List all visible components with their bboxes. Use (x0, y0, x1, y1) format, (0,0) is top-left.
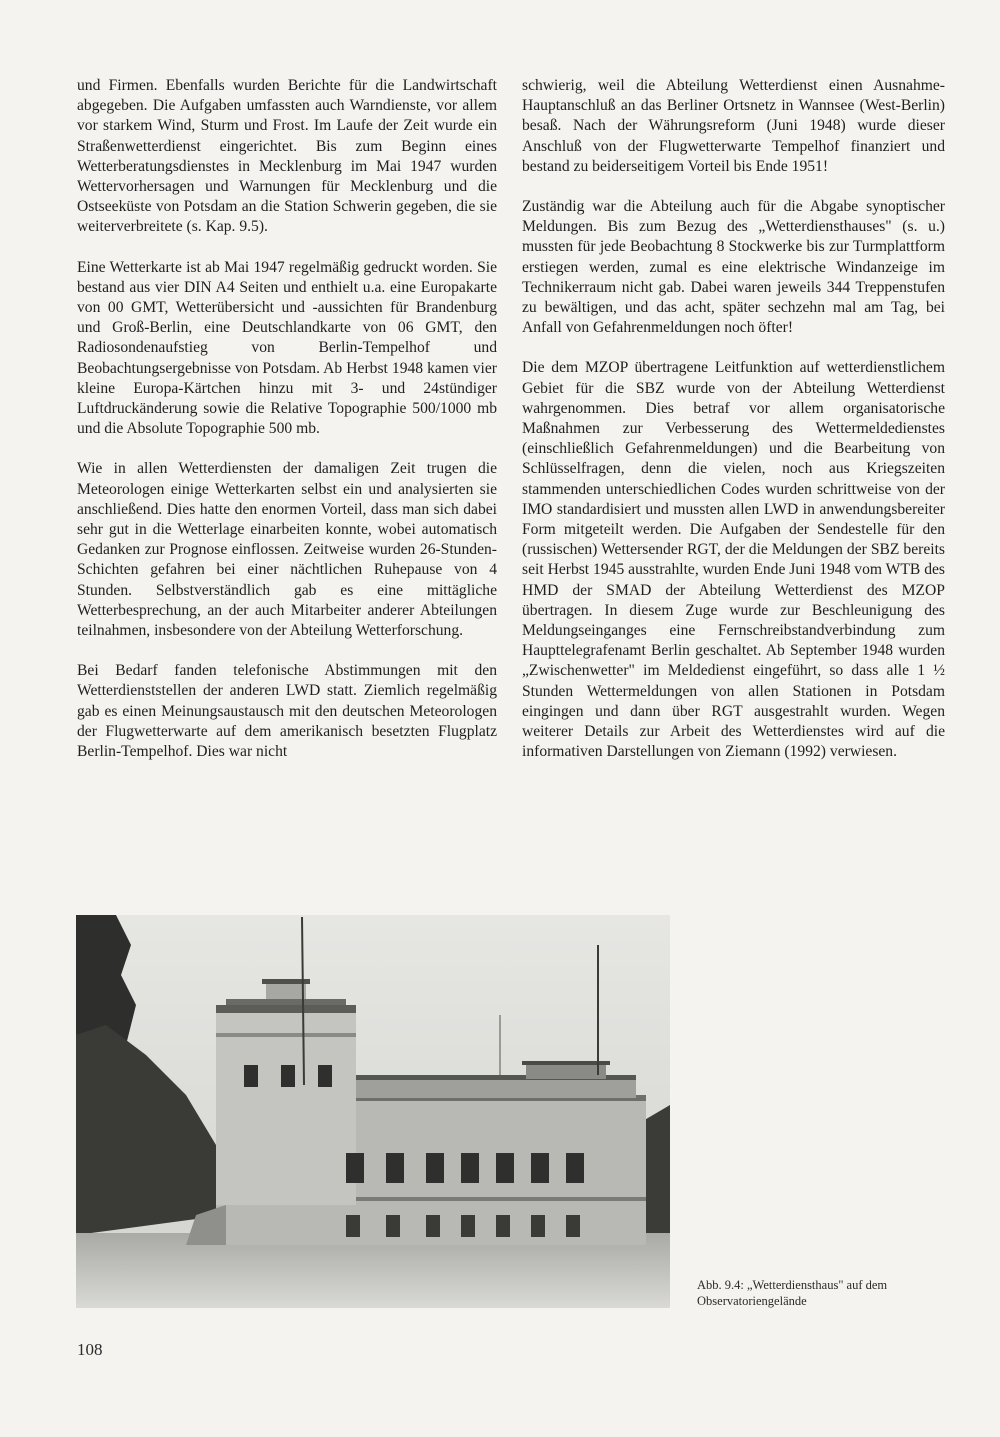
paragraph: Bei Bedarf fanden telefonische Abstimmungen mit den Wetterdienststellen der anderen LWD statt. Ziemlich regelmäßig gab es einen Meinungsaustausch mit den deutschen Meteorologen der Flugwetterwarte auf dem amerikanisch besetzten Flugplatz Berlin-Tempelhof. Dies war nicht (77, 662, 497, 761)
paragraph: und Firmen. Ebenfalls wurden Berichte für die Landwirtschaft abgegeben. Die Aufgaben umfassten auch Warndienste, vor allem vor starkem Wind, Sturm und Frost. Im Laufe der Zeit wurde ein Straßenwetterdienst eingerichtet. Bis zum Beginn eines Wetterberatungsdienstes in Mecklenburg im Mai 1947 wurden Wettervorhersagen und Warnungen für Mecklenburg und die Ostseeküste von Potsdam an die Station Schwerin gegeben, die sie weiterverbreitete (s. Kap. 9.5). (77, 77, 497, 236)
building-photo (76, 915, 670, 1308)
left-column (77, 76, 497, 782)
paragraph: Eine Wetterkarte ist ab Mai 1947 regelmäßig gedruckt worden. Sie bestand aus vier DIN A4 Seiten und enthielt u.a. eine Europakarte von 00 GMT, Wetterübersicht und -aussichten für Brandenburg und Groß-Berlin, eine Deutschlandkarte von 06 GMT, den Radiosondenaufstieg von Berlin-Tempelhof und Beobachtungsergebnisse von Potsdam. Ab Herbst 1948 kamen vier kleine Europa-Kärtchen hinzu mit 3- und 24stündiger Luftdruckänderung sowie die Relative Topographie 500/1000 mb und die Absolute Topographie 500 mb. (77, 258, 497, 438)
paragraph: Zuständig war die Abteilung auch für die Abgabe synoptischer Meldungen. Bis zum Bezug des „Wetterdiensthauses" (s. u.) mussten für jede Beobachtung 8 Stockwerke bis zur Turmplattform erstiegen werden, zumal es eine elektrische Windanzeige im Technikerraum nicht gab. Dabei waren jeweils 344 Treppenstufen zu bewältigen, und das acht, später sechzehn mal am Tag, bei Anfall von Gefahrenmeldungen noch öfter! (522, 198, 945, 337)
right-column (522, 76, 945, 783)
paragraph: Die dem MZOP übertragene Leitfunktion auf wetterdienstlichem Gebiet für die SBZ wurde von der Abteilung Wetterdienst wahrgenommen. Dies betraf vor allem organisatorische Maßnahmen zur Verbesserung des Wettermeldedienstes (einschließlich Gefahrenmeldungen) und die Bearbeitung von Schlüsselfragen, denn die vielen, noch aus Kriegszeiten stammenden unterschiedlichen Codes wurden schrittweise von der IMO standardisiert und mussten allen LWD in anwendungsbereiter Form mitgeteilt werden. Die Aufgaben der Sendestelle für den (russischen) Wettersender RGT, der die Meldungen der SBZ bereits seit Herbst 1945 ausstrahlte, wurden Ende Juni 1948 vom WTB des HMD der SMAD der Abteilung Wetterdienst des MZOP übertragen. In diesem Zuge wurde zur Beschleunigung des Meldungseinganges eine Fernschreibstandverbindung zum Haupttelegrafenamt Berlin geschaltet. Ab September 1948 wurden „Zwischenwetter" im Meldedienst eingeführt, so dass alle 1 ½ Stunden Wettermeldungen von allen Stationen in Potsdam eingingen und dann über RGT ausgestrahlt wurden. Wegen weiterer Details zur Arbeit des Wetterdienstes wird auf die informativen Darstellungen von Ziemann (1992) verwiesen. (522, 359, 945, 761)
paragraph: schwierig, weil die Abteilung Wetterdienst einen Ausnahme-Hauptanschluß an das Berliner Ortsnetz in Wannsee (West-Berlin) besaß. Nach der Währungsreform (Juni 1948) wurde dieser Anschluß von der Flugwetterwarte Tempelhof finanziert und bestand zu beiderseitigem Vorteil bis Ende 1951! (522, 77, 945, 175)
page-number: 108 (77, 1340, 103, 1359)
paragraph: Wie in allen Wetterdiensten der damaligen Zeit trugen die Meteorologen einige Wetterkarten selbst ein und analysierten sie anschließend. Dies hatte den enormen Vorteil, dass man sich dabei sehr gut in die Wetterlage einarbeiten konnte, wobei automatisch Gedanken zur Prognose einflossen. Zeitweise wurden 26-Stunden-Schichten gefahren bei einer nächtlichen Ruhepause von 4 Stunden. Selbstverständlich gab es eine mittägliche Wetterbesprechung, an der auch Mitarbeiter anderer Abteilungen teilnahmen, insbesondere von der Abteilung Wetterforschung. (77, 460, 497, 640)
figure-caption: Abb. 9.4: „Wetterdiensthaus" auf dem Observatoriengelände (697, 1278, 888, 1308)
